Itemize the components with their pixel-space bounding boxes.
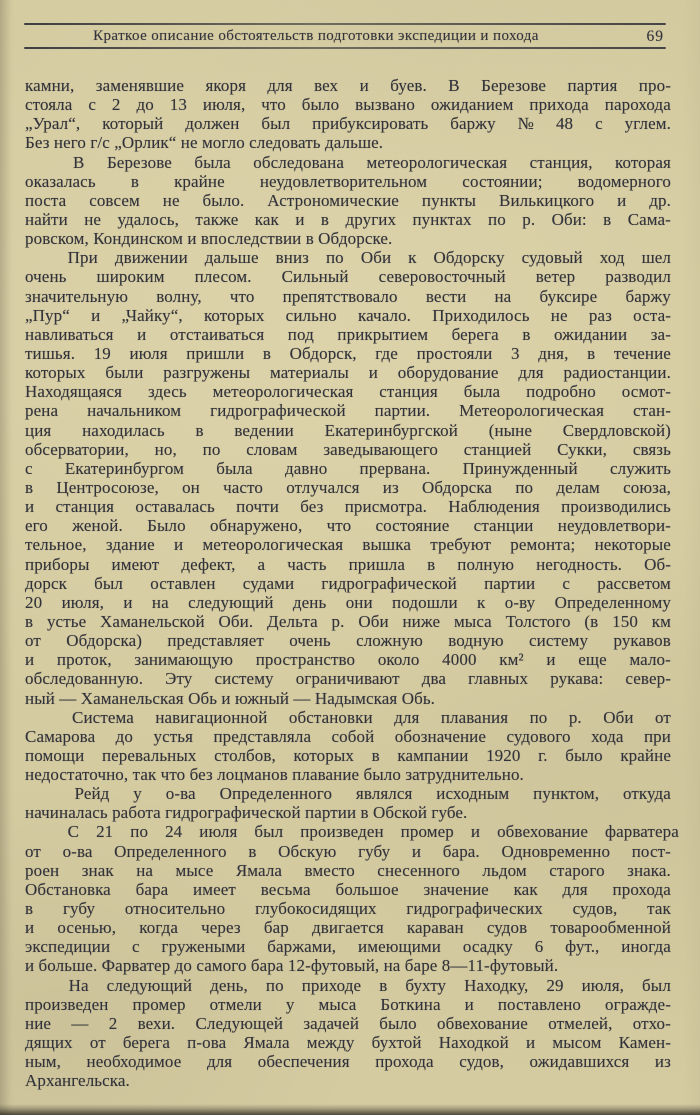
header-rule-top xyxy=(24,23,666,25)
text-line: недостаточно, так что без лоцманов плавание было затруднительно. xyxy=(25,765,524,785)
text-line: дящих от берега п-ова Ямала между бухтой Находкой и мысом Камен- xyxy=(25,1033,671,1053)
text-line: Без него г/с „Орлик“ не могло следовать дальше. xyxy=(25,133,384,153)
text-line: Архангельска. xyxy=(25,1071,130,1091)
paragraph xyxy=(25,784,671,822)
text-line: экспедиции с гружеными баржами, имеющими осадку 6 фут., иногда xyxy=(25,937,671,957)
text-line: которых были разгружены материалы и оборудование для радиостанции. xyxy=(25,363,671,383)
text-line: поста совсем не было. Астрономические пункты Вилькицкого и др. xyxy=(25,190,671,210)
text-line: и осенью, когда через бар двигается караван судов товарообменной xyxy=(25,918,671,938)
text-line: от о-ва Определенного в Обскую губу и бара. Одновременно пост- xyxy=(25,841,671,861)
page-body-text xyxy=(25,76,679,1091)
text-line: ный — Хаманельская Обь и южный — Надымская Обь. xyxy=(25,688,436,708)
text-line: в Центросоюзе, он часто отлучался из Обдорска по делам союза, xyxy=(25,477,671,497)
text-line: обследованную. Эту систему ограничивают два главных рукава: север- xyxy=(25,669,671,689)
text-line: Рейд у о-ва Определенного являлся исходным пунктом, откуда xyxy=(74,784,671,804)
text-line: Самарова до устья представляла собой обозначение судового хода при xyxy=(25,726,671,746)
text-line: с Екатеринбургом была давно прервана. Принужденный служить xyxy=(25,458,671,478)
text-line: „Пур“ и „Чайку“, которых сильно качало. Приходилось не раз оста- xyxy=(25,305,671,325)
text-line: ция находилась в ведении Екатеринбургской (ныне Свердловской) xyxy=(25,420,671,440)
text-line: При движении дальше вниз по Оби к Обдорску судовый ход шел xyxy=(67,248,671,268)
text-line: приборы имеют дефект, а часть пришла в полную негодность. Об- xyxy=(25,554,671,574)
text-line: найти не удалось, также как и в других пунктах по р. Оби: в Сама- xyxy=(25,209,671,229)
text-line: „Урал“, который должен был прибуксировать баржу № 48 с углем. xyxy=(25,114,671,134)
text-line: ние — 2 вехи. Следующей задачей было обвехование отмелей, отхо- xyxy=(25,1013,671,1033)
text-line: и проток, занимающую пространство около 4000 км² и еще мало- xyxy=(25,650,671,670)
scan-bottom-edge-shadow xyxy=(0,1104,700,1115)
paragraph xyxy=(25,76,671,153)
scan-left-edge-shade xyxy=(0,0,10,1115)
text-line: его женой. Было обнаружено, что состояние станции неудовлетвори- xyxy=(25,516,671,536)
text-line: навливаться и отстаиваться под прикрытием берега в ожидании за- xyxy=(25,324,671,344)
text-line: и больше. Фарватер до самого бара 12-футовый, на баре 8—11-футовый. xyxy=(25,956,559,976)
running-head xyxy=(24,27,666,47)
text-line: 20 июля, и на следующий день они подошли к о-ву Определенному xyxy=(25,592,671,612)
paragraph xyxy=(25,708,671,785)
text-line: Обстановка бара имеет весьма большое значение как для прохода xyxy=(25,879,671,899)
text-line: в устье Хаманельской Оби. Дельта р. Оби ниже мыса Толстого (в 150 км xyxy=(25,611,671,631)
paragraph xyxy=(25,153,671,249)
text-line: С 21 по 24 июля был произведен промер и обвехование фарватера xyxy=(67,822,679,842)
paragraph xyxy=(25,976,671,1091)
text-line: в губу относительно глубокосидящих гидрографических судов, так xyxy=(25,899,671,919)
paragraph xyxy=(25,822,679,976)
text-line: В Березове была обследована метеорологическая станция, которая xyxy=(73,152,671,172)
text-line: и станция оставалась почти без присмотра. Наблюдения производились xyxy=(25,497,671,517)
text-line: стояла с 2 до 13 июля, что было вызвано ожиданием прихода парохода xyxy=(25,95,671,115)
text-line: помощи перевальных столбов, которых в кампании 1920 г. было крайне xyxy=(25,745,671,765)
text-line: ровском, Кондинском и впоследствии в Обдорске. xyxy=(25,229,393,249)
text-line: На следующий день, по приходе в бухту Находку, 29 июля, был xyxy=(68,975,671,995)
text-line: ным, необходимое для обеспечения прохода судов, ожидавшихся из xyxy=(25,1052,671,1072)
text-line: тельное, здание и метеорологическая вышка требуют ремонта; некоторые xyxy=(25,535,671,555)
page-header-title: Краткое описание обстоятельств подготовки экспедиции и похода xyxy=(93,28,539,44)
text-line: дорск был оставлен судами гидрографической партии с рассветом xyxy=(25,573,671,593)
text-line: значительную волну, что препятствовало вести на буксире баржу xyxy=(25,286,671,306)
text-line: начиналась работа гидрографической партии в Обской губе. xyxy=(25,803,468,823)
page-number: 69 xyxy=(646,28,664,45)
text-line: от Обдорска) представляет очень сложную водную систему рукавов xyxy=(25,631,671,651)
text-line: Система навигационной обстановки для плавания по р. Оби от xyxy=(72,707,671,727)
text-line: Находящаяся здесь метеорологическая станция была подробно осмот- xyxy=(25,382,671,402)
text-line: произведен промер отмели у мыса Боткина и поставлено огражде- xyxy=(25,994,671,1014)
text-line: обсерватории, но, по словам заведывающего станцией Сукки, связь xyxy=(25,439,671,459)
text-line: оказалась в крайне неудовлетворительном состоянии; водомерного xyxy=(25,171,671,191)
text-line: рена начальником гидрографической партии. Метеорологическая стан- xyxy=(25,401,671,421)
text-line: камни, заменявшие якоря для вех и буев. В Березове партия про- xyxy=(25,76,671,95)
header-rule-bottom xyxy=(24,47,666,49)
text-line: роен знак на мысе Ямала вместо снесенного льдом старого знака. xyxy=(25,860,671,880)
text-line: очень широким плесом. Сильный северовосточный ветер разводил xyxy=(25,267,671,287)
text-line: тишья. 19 июля пришли в Обдорск, где простояли 3 дня, в течение xyxy=(25,343,671,363)
paragraph xyxy=(25,248,671,707)
